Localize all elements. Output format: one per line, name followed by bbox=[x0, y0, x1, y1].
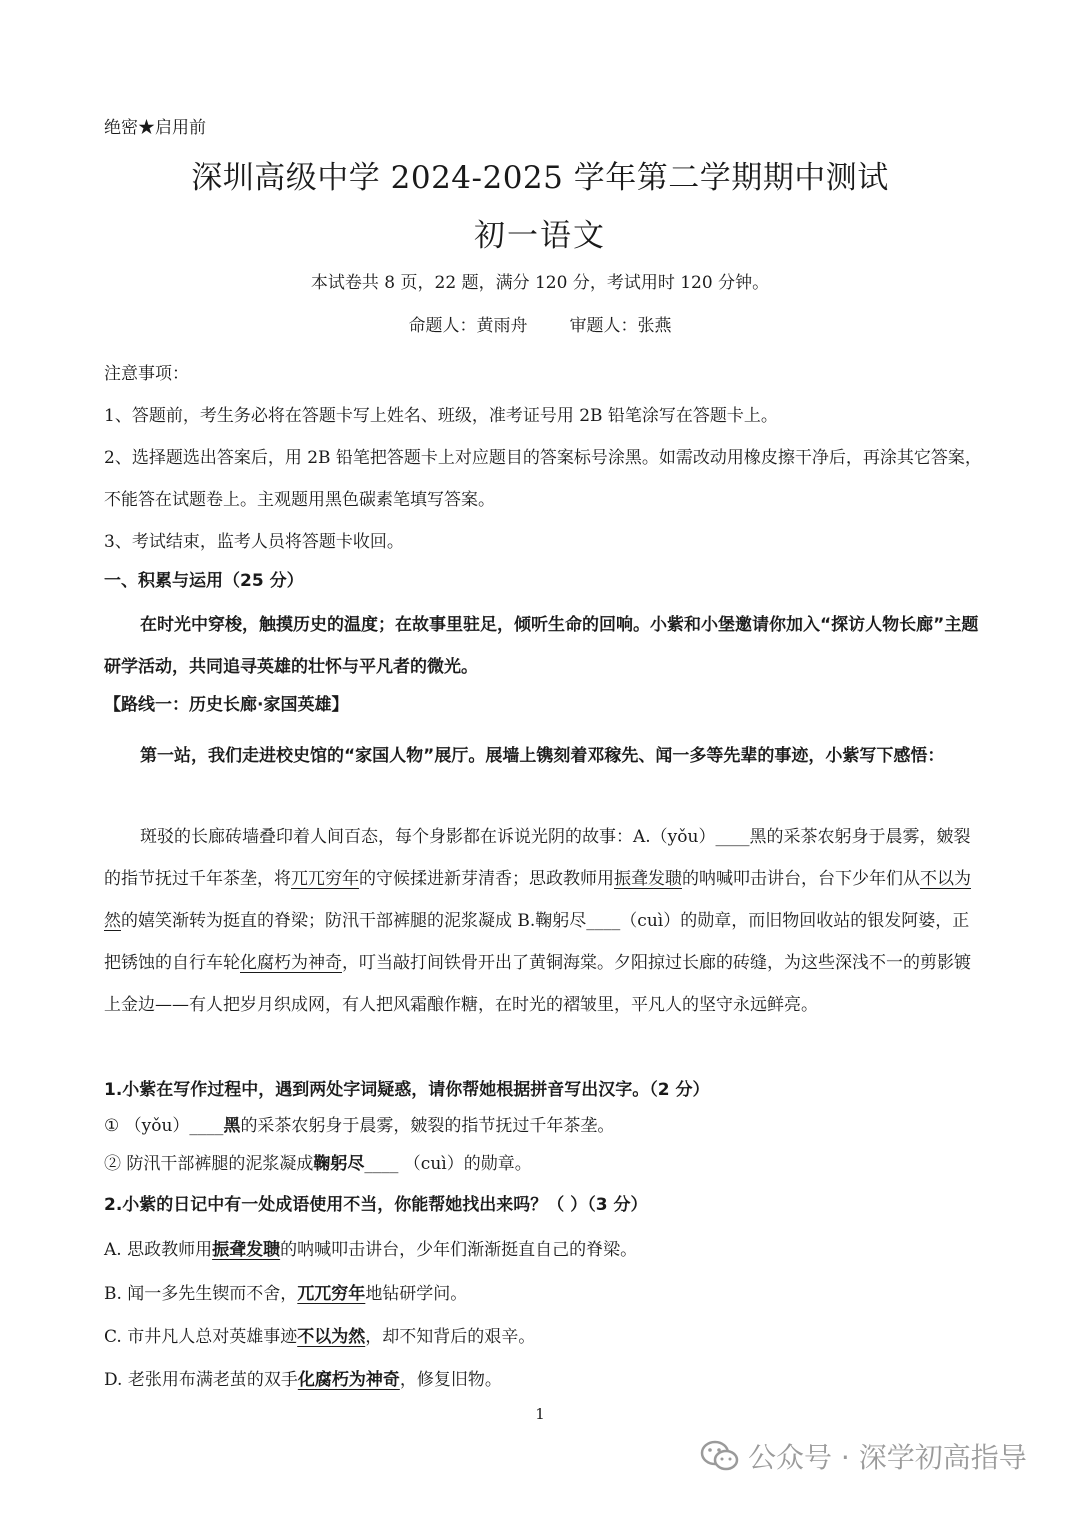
exam-info: 本试卷共 8 页，22 题，满分 120 分，考试用时 120 分钟。 bbox=[310, 273, 770, 293]
underlined-idiom: 不以为然 bbox=[104, 869, 971, 931]
underlined-idiom: 化腐朽为神奇 bbox=[240, 953, 342, 973]
passage-text: 的守候揉进新芽清香；思政教师用 bbox=[359, 869, 614, 889]
watermark bbox=[700, 1436, 1027, 1476]
passage-text: 斑驳的长廊砖墙叠印着人间百态，每个身影都在诉说光阴的故事：A.（yǒu）____黑的采茶农躬身于晨雾，皴裂的指节抚过千年茶垄，将 bbox=[104, 827, 971, 889]
exam-subject: 初一语文 bbox=[474, 218, 606, 254]
author-name: 命题人：黄雨舟 bbox=[408, 316, 528, 336]
watermark-text: 公众号 · 深学初高指导 bbox=[748, 1441, 1027, 1474]
passage-text: 的嬉笑渐转为挺直的脊梁；防汛干部裤腿的泥浆凝成 B.鞠躬尽____（cuì）的勋章，而旧物回收站的银发阿婆，正把锈蚀的自行车轮 bbox=[104, 911, 970, 973]
reviewer-name: 审题人：张燕 bbox=[569, 316, 672, 336]
page-number: 1 bbox=[535, 1405, 545, 1423]
note-item: 3、考试结束，监考人员将答题卡收回。 bbox=[104, 532, 404, 552]
exam-title: 深圳高级中学 2024-2025 学年第二学期期中测试 bbox=[191, 160, 889, 196]
route-heading: 【路线一：历史长廊·家国英雄】 bbox=[104, 695, 349, 715]
exam-authors bbox=[0, 311, 1080, 336]
wechat-icon bbox=[700, 1440, 740, 1472]
question-1-stem: 1.小紫在写作过程中，遇到两处字词疑惑，请你帮她根据拼音写出汉字。（2 分） bbox=[104, 1080, 710, 1100]
notes-block bbox=[104, 353, 984, 563]
underlined-idiom: 振聋发聩 bbox=[614, 869, 682, 889]
option-c: C. 市井凡人总对英雄事迹不以为然，却不知背后的艰辛。 bbox=[104, 1327, 536, 1347]
question-1-item-a: ① （yǒu）____黑的采茶农躬身于晨雾，皴裂的指节抚过千年茶垄。 bbox=[104, 1116, 615, 1136]
confidential-label: 绝密★启用前 bbox=[104, 118, 206, 138]
question-2-stem: 2.小紫的日记中有一处成语使用不当，你能帮她找出来吗？（ ）（3 分） bbox=[104, 1195, 648, 1215]
passage-text: 的呐喊叩击讲台，台下少年们从 bbox=[682, 869, 920, 889]
underlined-idiom: 兀兀穷年 bbox=[291, 869, 359, 889]
notes-heading: 注意事项： bbox=[104, 364, 189, 384]
section-title: 一、积累与运用（25 分） bbox=[104, 571, 304, 591]
option-b: B. 闻一多先生锲而不舍，兀兀穷年地钻研学问。 bbox=[104, 1284, 468, 1304]
passage-text: ，叮当敲打间铁骨开出了黄铜海棠。夕阳掠过长廊的砖缝，为这些深浅不一的剪影镀上金边——有人把岁月织成网，有人把风霜酿作糖，在时光的褶皱里，平凡人的坚守永远鲜亮。 bbox=[104, 953, 971, 1015]
diary-passage bbox=[104, 816, 980, 1026]
option-d: D. 老张用布满老茧的双手化腐朽为神奇，修复旧物。 bbox=[104, 1370, 502, 1390]
note-item: 2、选择题选出答案后，用 2B 铅笔把答题卡上对应题目的答案标号涂黑。如需改动用橡皮擦干净后，再涂其它答案，不能答在试题卷上。主观题用黑色碳素笔填写答案。 bbox=[104, 448, 982, 510]
note-item: 1、答题前，考生务必将在答题卡写上姓名、班级，准考证号用 2B 铅笔涂写在答题卡上。 bbox=[104, 406, 778, 426]
station-text: 第一站，我们走进校史馆的“家国人物”展厅。展墙上镌刻着邓稼先、闻一多等先辈的事迹，小紫写下感悟： bbox=[140, 746, 945, 766]
section-intro: 在时光中穿梭，触摸历史的温度；在故事里驻足，倾听生命的回响。小紫和小堡邀请你加入“探访人物长廊”主题研学活动，共同追寻英雄的壮怀与平凡者的微光。 bbox=[104, 615, 979, 677]
question-1-item-b: ② 防汛干部裤腿的泥浆凝成鞠躬尽____ （cuì）的勋章。 bbox=[104, 1154, 532, 1174]
option-a: A. 思政教师用振聋发聩的呐喊叩击讲台，少年们渐渐挺直自己的脊梁。 bbox=[104, 1240, 638, 1260]
